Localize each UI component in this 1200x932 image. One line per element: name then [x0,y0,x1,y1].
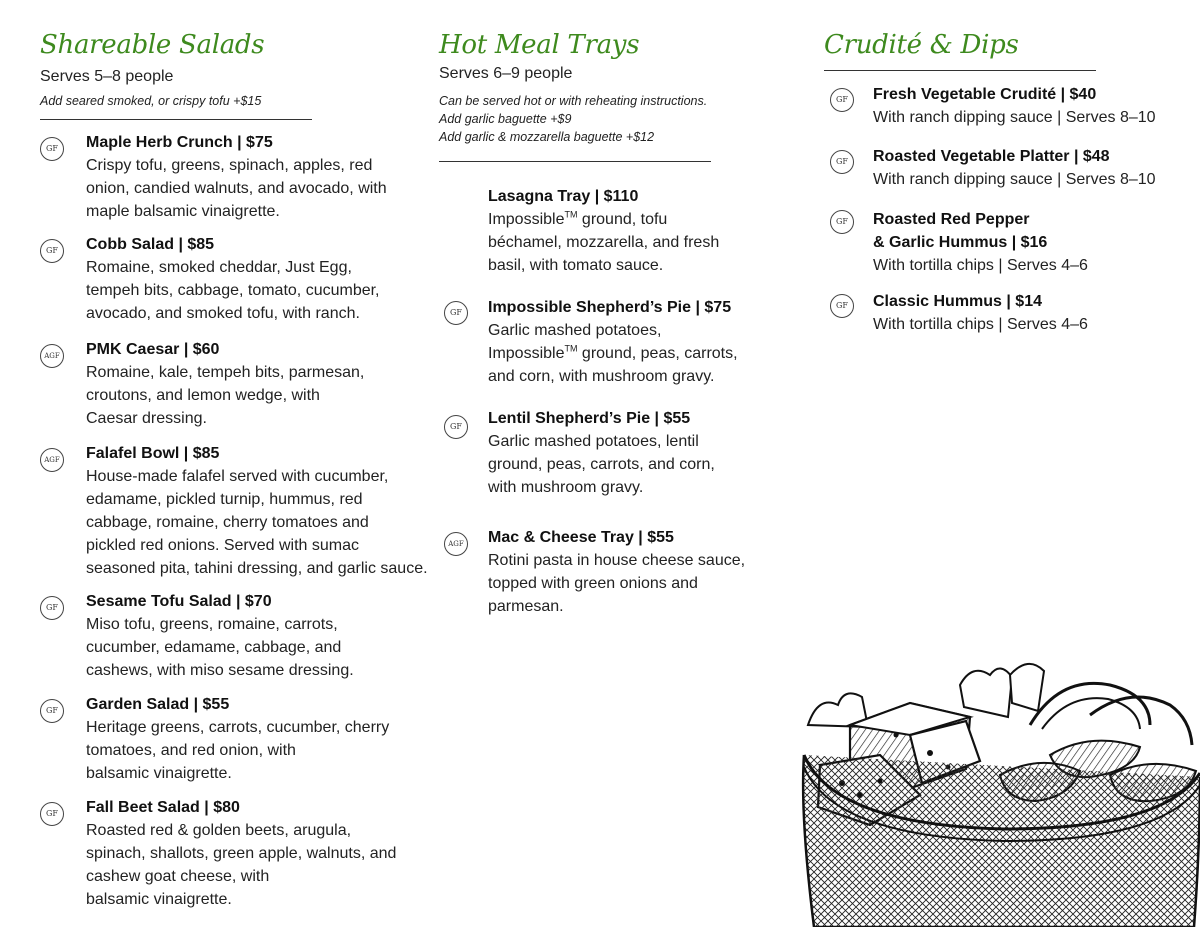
item-name: Sesame Tofu Salad | $70 [86,593,272,610]
item-desc-line: Crispy tofu, greens, spinach, apples, red [86,157,373,174]
item-desc-line: béchamel, mozzarella, and fresh [488,234,720,251]
item-desc-line: Rotini pasta in house cheese sauce, [488,552,746,569]
gluten-free-icon: GF [40,699,64,723]
item-desc-line: Roasted red & golden beets, arugula, [86,822,352,839]
item-desc-line: Garlic mashed potatoes, lentil [488,433,699,450]
item-desc-line: and corn, with mushroom gravy. [488,368,715,385]
gluten-free-icon: GF [444,415,468,439]
adaptable-gluten-free-icon: AGF [444,532,468,556]
item-desc-line: cabbage, romaine, cherry tomatoes and [86,514,369,531]
trademark-mark: TM [564,343,578,354]
item-name: Impossible Shepherd’s Pie | $75 [488,299,732,316]
gluten-free-icon: GF [830,88,854,112]
gluten-free-icon: GF [40,596,64,620]
item-name: Roasted Vegetable Platter | $48 [873,148,1110,165]
item-desc-line: Heritage greens, carrots, cucumber, cherry [86,719,390,736]
divider [439,161,711,162]
item-desc-line: edamame, pickled turnip, hummus, red [86,491,363,508]
item-desc-line: croutons, and lemon wedge, with [86,387,320,404]
item-desc-line: pickled red onions. Served with sumac [86,537,360,554]
item-desc-line: With ranch dipping sauce | Serves 8–10 [873,109,1156,126]
item-desc-line: House-made falafel served with cucumber, [86,468,389,485]
item-desc-line: basil, with tomato sauce. [488,257,664,274]
item-desc-line: Impossible™ ground, tofu [488,209,668,228]
section-title: Shareable Salads [40,30,265,60]
item-name: Cobb Salad | $85 [86,236,215,253]
item-name: Fresh Vegetable Crudité | $40 [873,86,1097,103]
item-name: PMK Caesar | $60 [86,341,220,358]
item-desc-line: with mushroom gravy. [488,479,644,496]
item-desc-line: Romaine, smoked cheddar, Just Egg, [86,259,352,276]
item-desc-line: With tortilla chips | Serves 4–6 [873,257,1088,274]
add-on-note: Add garlic & mozzarella baguette +$12 [439,130,655,144]
item-name: & Garlic Hummus | $16 [873,234,1048,251]
gluten-free-icon: GF [40,239,64,263]
item-desc-line: With tortilla chips | Serves 4–6 [873,316,1088,333]
item-desc-line: With ranch dipping sauce | Serves 8–10 [873,171,1156,188]
add-on-note: Add garlic baguette +$9 [439,112,572,126]
item-name: Fall Beet Salad | $80 [86,799,240,816]
gluten-free-icon: GF [40,802,64,826]
adaptable-gluten-free-icon: AGF [40,344,64,368]
item-desc-line: Caesar dressing. [86,410,207,427]
item-desc-line: Impossible™ ground, peas, carrots, [488,343,738,362]
item-desc-line: Romaine, kale, tempeh bits, parmesan, [86,364,365,381]
section-title: Hot Meal Trays [439,30,640,60]
serves-text: Serves 6–9 people [439,65,573,82]
item-desc-line: seasoned pita, tahini dressing, and garlic sauce. [86,560,428,577]
section-title: Crudité & Dips [824,30,1019,60]
item-desc-line: cashew goat cheese, with [86,868,270,885]
item-desc-line: topped with green onions and [488,575,698,592]
gluten-free-icon: GF [40,137,64,161]
item-desc-line: onion, candied walnuts, and avocado, with [86,180,387,197]
trademark-mark: TM [564,209,578,220]
item-desc-line: Garlic mashed potatoes, [488,322,662,339]
item-desc-line: spinach, shallots, green apple, walnuts, and [86,845,397,862]
item-desc-line: avocado, and smoked tofu, with ranch. [86,305,360,322]
add-on-note: Can be served hot or with reheating instructions. [439,94,708,108]
item-name: Garden Salad | $55 [86,696,230,713]
item-desc-line: parmesan. [488,598,564,615]
gluten-free-icon: GF [830,150,854,174]
item-name: Lasagna Tray | $110 [488,188,639,205]
item-name: Roasted Red Pepper [873,211,1030,228]
adaptable-gluten-free-icon: AGF [40,448,64,472]
item-name: Mac & Cheese Tray | $55 [488,529,674,546]
gluten-free-icon: GF [830,294,854,318]
salad-bowl-drawing [800,655,1200,927]
item-name: Maple Herb Crunch | $75 [86,134,273,151]
item-desc-line: balsamic vinaigrette. [86,765,232,782]
item-desc-line: tempeh bits, cabbage, tomato, cucumber, [86,282,380,299]
item-desc-line: maple balsamic vinaigrette. [86,203,280,220]
add-on-note: Add seared smoked, or crispy tofu +$15 [40,94,262,108]
item-desc-line: Miso tofu, greens, romaine, carrots, [86,616,338,633]
divider [40,119,312,120]
item-desc-line: tomatoes, and red onion, with [86,742,296,759]
item-desc-line: balsamic vinaigrette. [86,891,232,908]
item-name: Falafel Bowl | $85 [86,445,220,462]
item-desc-line: cucumber, edamame, cabbage, and [86,639,342,656]
item-desc-line: ground, peas, carrots, and corn, [488,456,715,473]
gluten-free-icon: GF [444,301,468,325]
divider [824,70,1096,71]
gluten-free-icon: GF [830,210,854,234]
item-desc-line: cashews, with miso sesame dressing. [86,662,354,679]
salad-bowl-sketch-icon [800,655,1200,927]
serves-text: Serves 5–8 people [40,68,174,85]
item-name: Classic Hummus | $14 [873,293,1042,310]
item-name: Lentil Shepherd’s Pie | $55 [488,410,691,427]
